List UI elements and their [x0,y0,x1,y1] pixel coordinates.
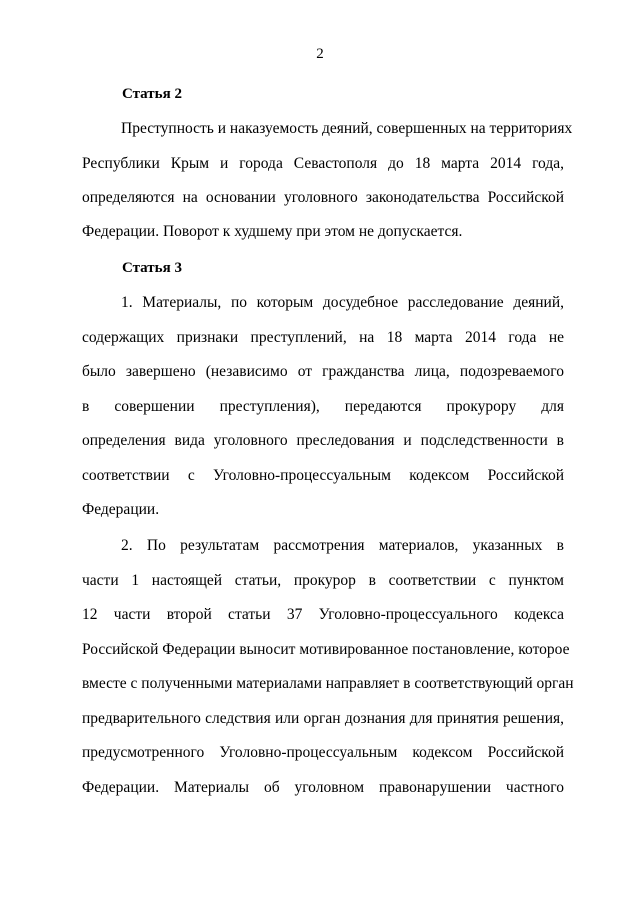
article-3-para1-line: 1. Материалы, по которым досудебное расследование деяний, [121,294,564,311]
article-2-line: Республики Крым и города Севастополя до 18 марта 2014 года, [82,155,564,172]
page-number: 2 [316,46,324,62]
article-3-para2-line: вместе с полученными материалами направляет в соответствующий орган [82,675,574,692]
article-3-para1-line: определения вида уголовного преследования и подследственности в [82,432,564,449]
article-3-para2-line: 12 части второй статьи 37 Уголовно-процессуального кодекса [82,606,564,623]
article-3-para1-line: содержащих признаки преступлений, на 18 марта 2014 года не [82,329,564,346]
article-3-heading: Статья 3 [122,260,182,276]
article-2-line: Федерации. Поворот к худшему при этом не допускается. [82,223,463,240]
article-3-para1-line: в совершении преступления), передаются прокурору для [82,398,564,415]
article-3-para2-line: части 1 настоящей статьи, прокурор в соответствии с пунктом [82,572,564,589]
article-2-line: Преступность и наказуемость деяний, совершенных на территориях [121,120,573,137]
article-3-para2-line: предварительного следствия или орган дознания для принятия решения, [82,710,564,727]
article-3-para1-line: соответствии с Уголовно-процессуальным кодексом Российской [82,467,564,484]
article-3-para2-line: Российской Федерации выносит мотивированное постановление, которое [82,641,570,658]
article-3-para1-line: Федерации. [82,501,160,518]
article-3-para1-line: было завершено (независимо от гражданства лица, подозреваемого [82,363,564,380]
article-3-para2-line: предусмотренного Уголовно-процессуальным кодексом Российской [82,744,564,761]
article-2-heading: Статья 2 [122,86,182,102]
article-3-para2-line: Федерации. Материалы об уголовном правонарушении частного [82,779,564,796]
article-3-para2-line: 2. По результатам рассмотрения материалов, указанных в [121,537,564,554]
article-2-line: определяются на основании уголовного законодательства Российской [82,189,564,206]
